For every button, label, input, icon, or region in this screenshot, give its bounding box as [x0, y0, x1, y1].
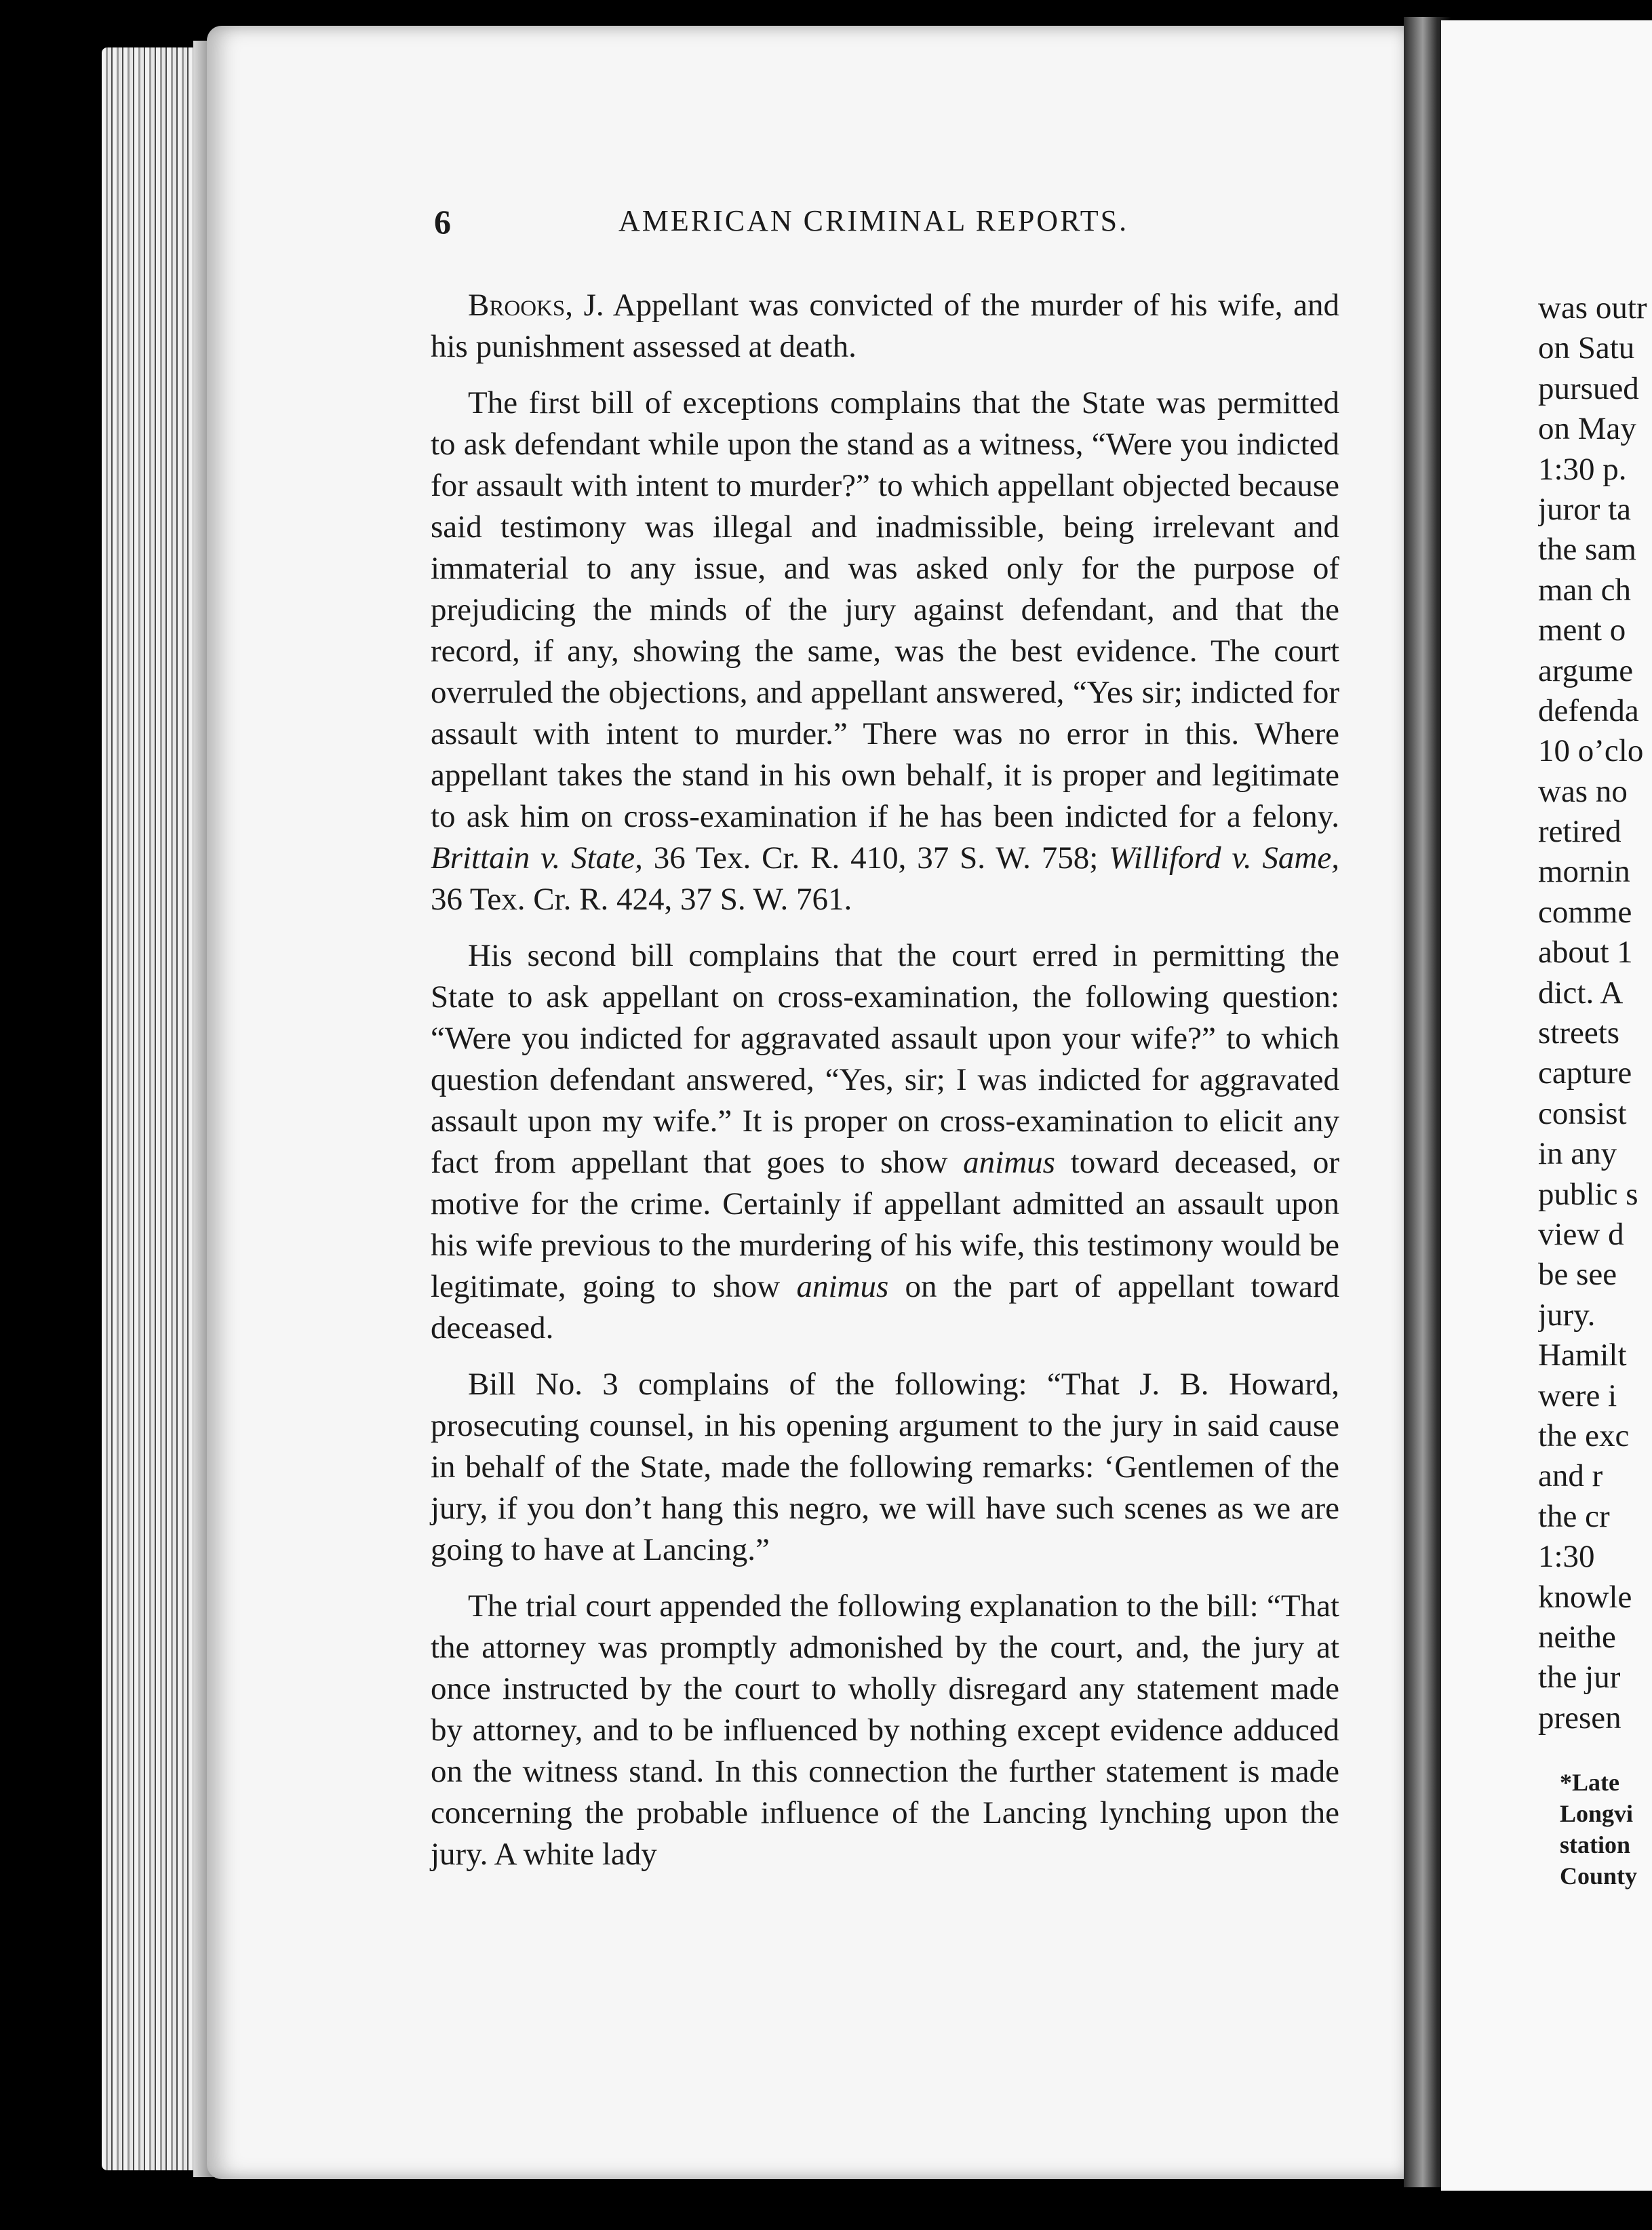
italic-term-a: animus — [963, 1145, 1055, 1180]
body-text — [431, 285, 1339, 1890]
right-page-line: comme — [1538, 894, 1632, 930]
case-citation-2: Williford v. Same, — [1109, 840, 1339, 876]
right-page-footnote-line: *Late — [1560, 1769, 1619, 1796]
right-page-line: capture — [1538, 1055, 1632, 1091]
right-page-text-column — [1538, 288, 1652, 1738]
paragraph-1 — [431, 285, 1339, 368]
italic-term-b: animus — [796, 1269, 889, 1304]
paragraph-5 — [431, 1586, 1339, 1875]
right-page-line: the jur — [1538, 1660, 1621, 1696]
paragraph-3-text-b: toward deceased, or motive for the crime. Certainly if appellant admitted an assault upon his wife previous to the murdering of his wife, this testimony would be legitimate, going to show — [431, 1145, 1339, 1304]
right-page-line: in any — [1538, 1136, 1617, 1172]
right-page-line: retired — [1538, 814, 1621, 850]
paragraph-3-text-a: His second bill complains that the court erred in permitting the State to ask appellant on cross-examination, the following question: “Were you indicted for aggravated assault upon your wife?” to which question defendant answered, “Yes, sir; I was indicted for aggravated assault upon my wife.” It is proper on cross-examination to elicit any fact from appellant that goes to show — [431, 938, 1339, 1180]
right-page-line: and r — [1538, 1458, 1603, 1494]
right-page-line: man ch — [1538, 572, 1632, 608]
paragraph-4 — [431, 1364, 1339, 1571]
right-page-line: view d — [1538, 1216, 1624, 1252]
paragraph-5-text: The trial court appended the following explanation to the bill: “That the attorney was promptly admonished by the court, and, the jury at once instructed by the court to wholly disregard any statement made by attorney, and to be influenced by nothing except evidence adduced on the witness stand. In this connection the further statement is made concerning the probable influence of the Lancing lynching upon the jury. A white lady — [431, 1588, 1339, 1872]
right-page-line: pursued — [1538, 370, 1639, 406]
right-page-line: be see — [1538, 1257, 1617, 1293]
right-page-line: the sam — [1538, 532, 1636, 568]
right-page-line: jury. — [1538, 1297, 1596, 1333]
right-page-line: mornin — [1538, 854, 1630, 890]
right-page-line: public s — [1538, 1176, 1638, 1212]
right-page-line: 10 o’clo — [1538, 733, 1644, 769]
right-page-line: on May — [1538, 411, 1636, 447]
right-page-line: defenda — [1538, 692, 1639, 728]
paragraph-1-text: Appellant was convicted of the murder of his wife, and his punishment assessed at death. — [431, 288, 1339, 364]
right-page-line: streets — [1538, 1015, 1620, 1051]
right-page-line: consist — [1538, 1095, 1627, 1131]
right-page-footnote-line: Longvi — [1560, 1800, 1634, 1827]
right-page-line: juror ta — [1538, 491, 1632, 527]
right-page-line: neithe — [1538, 1619, 1616, 1655]
case-citation-1: Brittain v. State, — [431, 840, 643, 876]
right-page-line: were i — [1538, 1377, 1617, 1413]
paragraph-2 — [431, 383, 1339, 920]
right-page-line: knowle — [1538, 1579, 1632, 1615]
right-page-footnote — [1560, 1767, 1652, 1892]
right-page-line: presen — [1538, 1700, 1621, 1736]
judge-name: Brooks, J. — [468, 288, 604, 323]
right-page-line: argume — [1538, 652, 1634, 688]
paragraph-4-text: Bill No. 3 complains of the following: “That J. B. Howard, prosecuting counsel, in his opening argument to the jury in said cause in behalf of the State, made the following remarks: ‘Gentlemen of the jury, if you don’t hang this negro, we will have such scenes as we are going to have at Lancing.” — [431, 1367, 1339, 1567]
running-head: AMERICAN CRIMINAL REPORTS. — [618, 204, 1129, 237]
right-page-line: about 1 — [1538, 935, 1633, 971]
right-page-line: on Satu — [1538, 330, 1635, 366]
right-page-line: was outr — [1538, 290, 1647, 326]
paragraph-3-text-c: on the part of appellant toward deceased. — [431, 1269, 1339, 1346]
right-page-line: 1:30 p. — [1538, 451, 1627, 487]
right-page-line: Hamilt — [1538, 1337, 1627, 1373]
paragraph-3 — [431, 935, 1339, 1349]
right-page-line: was no — [1538, 773, 1628, 809]
right-page-line: the cr — [1538, 1498, 1610, 1534]
reporter-citation-2: 36 Tex. Cr. R. 424, 37 S. W. 761. — [431, 882, 852, 917]
page-number: 6 — [434, 203, 451, 241]
paragraph-2-text: The first bill of exceptions complains that the State was permitted to ask defendant while upon the stand as a witness, “Were you indicted for assault with intent to murder?” to which appellant objected because said testimony was illegal and inadmissible, being irrelevant and immaterial to any issue, and was asked only for the purpose of prejudicing the minds of the jury against defendant, and that the record, if any, showing the same, was the best evidence. The court overruled the objections, and appellant answered, “Yes sir; indicted for assault with intent to murder.” There was no error in this. Where appellant takes the stand in his own behalf, it is proper and legitimate to ask him on cross-examination if he has been indicted for a felony. — [431, 385, 1339, 834]
right-page-line: the exc — [1538, 1417, 1630, 1453]
right-page-line: 1:30 — [1538, 1539, 1595, 1575]
right-page-line: dict. A — [1538, 975, 1624, 1011]
right-page-footnote-line: station — [1560, 1831, 1631, 1858]
right-page-footnote-line: County — [1560, 1862, 1638, 1890]
right-page-line: ment o — [1538, 612, 1626, 648]
reporter-citation-1: 36 Tex. Cr. R. 410, 37 S. W. 758; — [642, 840, 1109, 876]
